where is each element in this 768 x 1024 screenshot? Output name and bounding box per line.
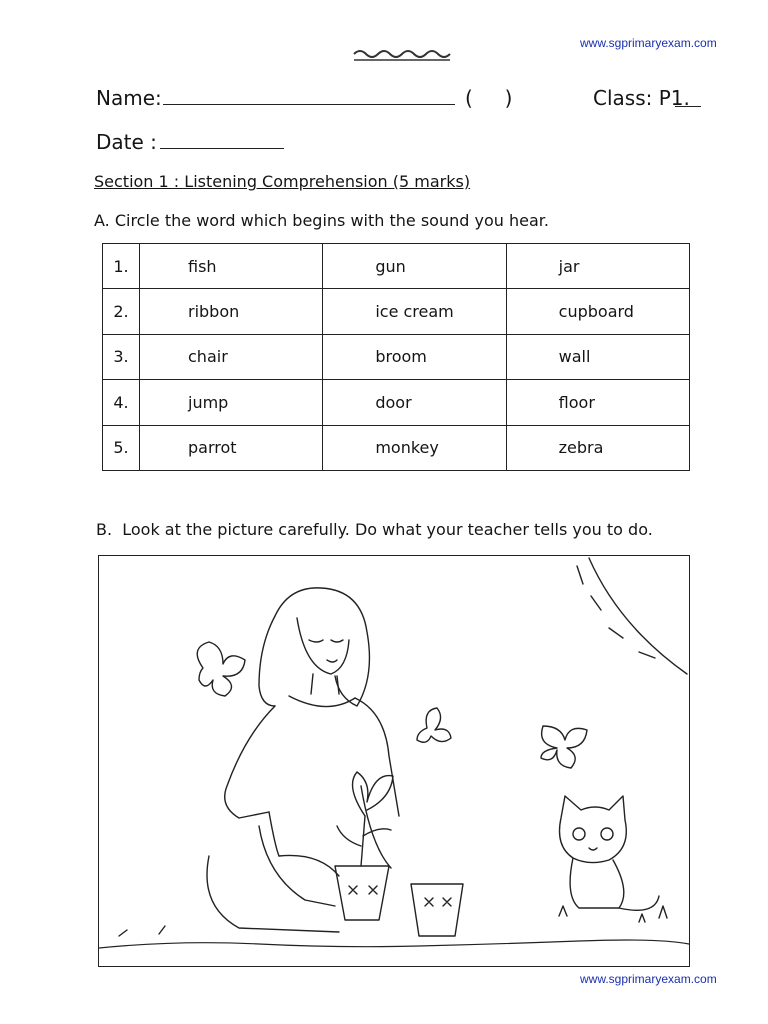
sun-icon [577,558,687,674]
cut-off-heading-mark [350,44,454,64]
table-row [103,380,690,425]
word-option[interactable]: fish [140,244,323,289]
date-field[interactable] [160,148,284,149]
class-label: Class: P1. [593,86,690,110]
date-label: Date : [96,130,157,154]
butterfly-icon [417,708,451,742]
site-url-bottom[interactable]: www.sgprimaryexam.com [580,972,717,986]
word-option[interactable]: jar [506,244,689,289]
flower-pot-icon [335,772,393,920]
cat-icon [560,796,660,910]
site-url-top[interactable]: www.sgprimaryexam.com [580,36,717,50]
row-number: 2. [103,289,140,334]
name-label: Name: [96,86,162,110]
word-option[interactable]: jump [140,380,323,425]
word-option[interactable]: gun [323,244,506,289]
illustration-frame [98,555,690,967]
girl-planting-icon [207,588,399,932]
butterfly-icon [197,642,245,696]
word-option[interactable]: parrot [140,425,323,470]
garden-illustration [99,556,689,966]
name-field[interactable] [163,104,455,105]
word-choice-table [102,243,690,471]
word-option[interactable]: zebra [506,425,689,470]
row-number: 3. [103,334,140,379]
word-option[interactable]: floor [506,380,689,425]
table-row [103,244,690,289]
section-title: Section 1 : Listening Comprehension (5 marks) [94,172,471,191]
part-b-instruction: B. Look at the picture carefully. Do what your teacher tells you to do. [96,520,653,539]
table-row [103,334,690,379]
row-number: 1. [103,244,140,289]
word-option[interactable]: ice cream [323,289,506,334]
index-number-brackets: ( ) [465,86,513,110]
flower-pot-icon [411,884,463,936]
word-option[interactable]: door [323,380,506,425]
part-a-instruction: A. Circle the word which begins with the sound you hear. [94,211,549,230]
table-row [103,425,690,470]
word-option[interactable]: broom [323,334,506,379]
class-field[interactable] [675,106,701,107]
butterfly-icon [541,726,587,768]
word-option[interactable]: monkey [323,425,506,470]
row-number: 5. [103,425,140,470]
table-row [103,289,690,334]
word-option[interactable]: chair [140,334,323,379]
word-option[interactable]: cupboard [506,289,689,334]
word-option[interactable]: ribbon [140,289,323,334]
word-option[interactable]: wall [506,334,689,379]
row-number: 4. [103,380,140,425]
